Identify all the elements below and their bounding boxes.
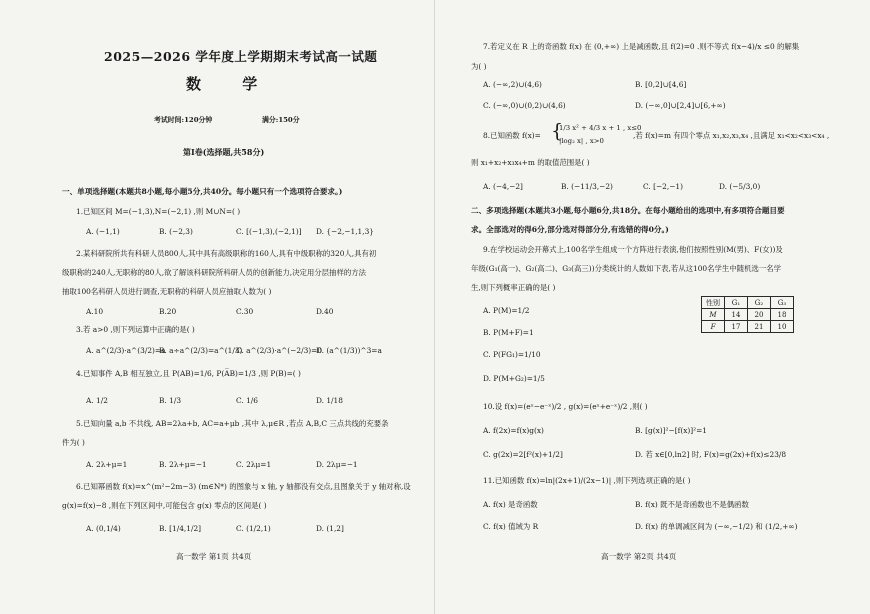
table-cell: 17 <box>725 321 748 333</box>
q11-option-b: B. f(x) 既不是奇函数也不是偶函数 <box>635 500 749 509</box>
q6-option-b: B. [1/4,1/2] <box>159 524 202 533</box>
q1-stem: 1.已知区间 M=(−1,3),N=(−2,1) ,则 M∪N=( ) <box>76 207 241 216</box>
table-row <box>702 321 794 333</box>
q10-option-d: D. 若 x∈[0,ln2] 时, F(x)=g(2x)+f(x)≤23/8 <box>635 450 787 459</box>
q3-option-d: D. (a^(1/3))^3=a <box>316 346 382 355</box>
q8-stem-prefix: 8.已知函数 f(x)= <box>483 131 541 140</box>
q5-option-b: B. 2λ+μ=−1 <box>159 460 207 469</box>
page1-footer: 高一数学 第1页 共4页 <box>176 552 252 561</box>
table-cell: 21 <box>748 321 771 333</box>
q11-option-c: C. f(x) 值域为 R <box>483 522 539 531</box>
q3-option-c: C. a^(2/3)·a^(−2/3)=0 <box>236 346 323 355</box>
q8-piece1: 1/3 x² + 4/3 x + 1 , x≤0 <box>559 124 642 132</box>
q2-stem-line3: 抽取100名科研人员进行调查,无职称的科研人员应抽取人数为( ) <box>62 287 272 296</box>
table-header-cell: G₁ <box>725 297 748 309</box>
q5-stem-line1: 5.已知向量 a,b 不共线, AB=2λa+b, AC=a+μb ,其中 λ,μ∈R ,若点 A,B,C 三点共线的充要条 <box>76 419 389 428</box>
table-cell: 14 <box>725 309 748 321</box>
q1-option-b: B. (−2,3) <box>159 227 193 236</box>
q8-stem-line2: 则 x₁+x₂+x₃x₄+m 的取值范围是( ) <box>471 158 590 167</box>
q8-option-a: A. (−4,−2] <box>483 182 523 191</box>
q6-stem-line2: g(x)=f(x)−8 ,则在下列区间中,可能包含 g(x) 零点的区间是( ) <box>62 501 267 510</box>
q7-option-d: D. (−∞,0]∪[2,4]∪[6,+∞) <box>635 101 726 110</box>
q10-option-b: B. [g(x)]²−[f(x)]²=1 <box>635 426 708 435</box>
q4-option-d: D. 1/18 <box>316 396 343 405</box>
q4-option-a: A. 1/2 <box>86 396 108 405</box>
q5-stem-line2: 件为( ) <box>62 438 85 447</box>
table-header-cell: 性别 <box>702 297 725 309</box>
q3-option-a: A. a^(2/3)·a^(3/2)=a <box>86 346 166 355</box>
table-cell: M <box>702 309 725 321</box>
q1-option-d: D. {−2,−1,1,3} <box>316 227 375 236</box>
q5-option-d: D. 2λμ=−1 <box>316 460 358 469</box>
q9-option-c: C. P(FG₁)=1/10 <box>483 350 541 359</box>
q5-option-c: C. 2λμ=1 <box>236 460 272 469</box>
q9-option-a: A. P(M)=1/2 <box>483 306 530 315</box>
table-cell: F <box>702 321 725 333</box>
q7-option-a: A. (−∞,2)∪(4,6) <box>483 80 542 89</box>
q6-option-d: D. (1,2] <box>316 524 344 533</box>
q5-option-a: A. 2λ+μ=1 <box>86 460 128 469</box>
full-score: 满分:150分 <box>262 116 300 124</box>
q4-stem: 4.已知事件 A,B 相互独立,且 P(AB)=1/6, P(A̅B)=1/3 ,则 P(B)=( ) <box>76 369 301 378</box>
table-row <box>702 309 794 321</box>
q2-stem-line2: 级职称的240人,无职称的80人,欲了解该科研院所科研人员的创新能力,决定用分层抽样的方法 <box>62 268 367 277</box>
q1-option-c: C. [(−1,3),(−2,1)] <box>236 227 302 236</box>
q7-stem: 7.若定义在 R 上的奇函数 f(x) 在 (0,+∞) 上是减函数,且 f(2)=0 .则不等式 f(x−4)/x ≤0 的解集 <box>483 42 800 51</box>
q7-stem-line2: 为( ) <box>471 62 487 71</box>
q11-option-a: A. f(x) 是奇函数 <box>483 500 538 509</box>
table-cell: 20 <box>748 309 771 321</box>
q9-stem-line3: 生,则下列概率正确的是( ) <box>471 283 556 292</box>
q8-option-b: B. (−11/3,−2) <box>561 182 613 191</box>
q2-option-a: A.10 <box>86 307 104 316</box>
q11-stem: 11.已知函数 f(x)=ln|(2x+1)/(2x−1)| ,则下列选项正确的是( ) <box>483 476 691 485</box>
subject-title: 数 学 <box>186 75 276 93</box>
q3-stem: 3.若 a>0 ,则下列运算中正确的是( ) <box>76 325 195 334</box>
page2-footer: 高一数学 第2页 共4页 <box>601 552 677 561</box>
q2-option-d: D.40 <box>316 307 334 316</box>
section1-header: 一、单项选择题(本题共8小题,每小题5分,共40分。每小题只有一个选项符合要求。) <box>62 187 343 196</box>
q6-option-a: A. (0,1/4) <box>86 524 121 533</box>
table-header-cell: G₃ <box>771 297 794 309</box>
q11-option-d: D. f(x) 的单调减区间为 (−∞,−1/2) 和 (1/2,+∞) <box>635 522 798 531</box>
q4-option-b: B. 1/3 <box>159 396 182 405</box>
q8-piece2: |log₂ x| , x>0 <box>559 137 604 145</box>
q9-grade-table <box>701 296 794 333</box>
q2-option-c: C.30 <box>236 307 254 316</box>
table-header-row <box>702 297 794 309</box>
q2-option-b: B.20 <box>159 307 177 316</box>
q8-stem-suffix: ,若 f(x)=m 有四个零点 x₁,x₂,x₃,x₄ ,且满足 x₁<x₂<x₃<x₄ , <box>633 131 830 140</box>
section2-header-line1: 二、多项选择题(本题共3小题,每小题6分,共18分。在每小题给出的选项中,有多项符合题目要 <box>471 206 785 215</box>
q10-stem: 10.设 f(x)=(eˣ−e⁻ˣ)/2 , g(x)=(eˣ+e⁻ˣ)/2 ,则( ) <box>483 402 648 411</box>
q9-stem-line1: 9.在学校运动会开幕式上,100名学生组成一个方阵进行表演,他们按照性别(M(男)、F(女))及 <box>483 245 783 254</box>
q10-option-c: C. g(2x)=2[f²(x)+1/2] <box>483 450 563 459</box>
table-header-cell: G₂ <box>748 297 771 309</box>
section2-header-line2: 求。全部选对的得6分,部分选对得部分分,有选错的得0分。) <box>471 225 669 234</box>
q1-option-a: A. (−1,1) <box>86 227 120 236</box>
q7-option-b: B. [0,2]∪[4,6] <box>635 80 687 89</box>
piecewise-brace: { <box>551 120 564 142</box>
part1-heading: 第Ⅰ卷(选择题,共58分) <box>183 147 265 157</box>
q4-option-c: C. 1/6 <box>236 396 258 405</box>
q8-option-d: D. (−5/3,0) <box>719 182 761 191</box>
q3-option-b: B. a÷a^(2/3)=a^(1/3) <box>159 346 243 355</box>
q9-option-d: D. P(M+G₂)=1/5 <box>483 374 545 383</box>
page-2 <box>435 0 870 614</box>
q9-stem-line2: 年级(G₁(高一)、G₂(高二)、G₃(高三))分类统计的人数如下表,若从这100名学生中随机选一名学 <box>471 264 782 273</box>
q6-option-c: C. (1/2,1) <box>236 524 271 533</box>
q9-option-b: B. P(M+F)=1 <box>483 328 534 337</box>
q8-option-c: C. [−2,−1) <box>643 182 683 191</box>
q7-option-c: C. (−∞,0)∪(0,2)∪(4,6) <box>483 101 566 110</box>
exam-time: 考试时间:120分钟 <box>154 116 213 124</box>
table-cell: 10 <box>771 321 794 333</box>
q10-option-a: A. f(2x)=f(x)g(x) <box>483 426 544 435</box>
exam-title: 2025—2026 学年度上学期期末考试高一试题 <box>104 49 378 64</box>
table-cell: 18 <box>771 309 794 321</box>
q6-stem-line1: 6.已知幂函数 f(x)=x^(m²−2m−3) (m∈N*) 的图象与 x 轴, y 轴都没有交点,且图象关于 y 轴对称,设 <box>76 482 411 491</box>
q2-stem-line1: 2.某科研院所共有科研人员800人,其中具有高级职称的160人,具有中级职称的320人,具有初 <box>76 249 377 258</box>
